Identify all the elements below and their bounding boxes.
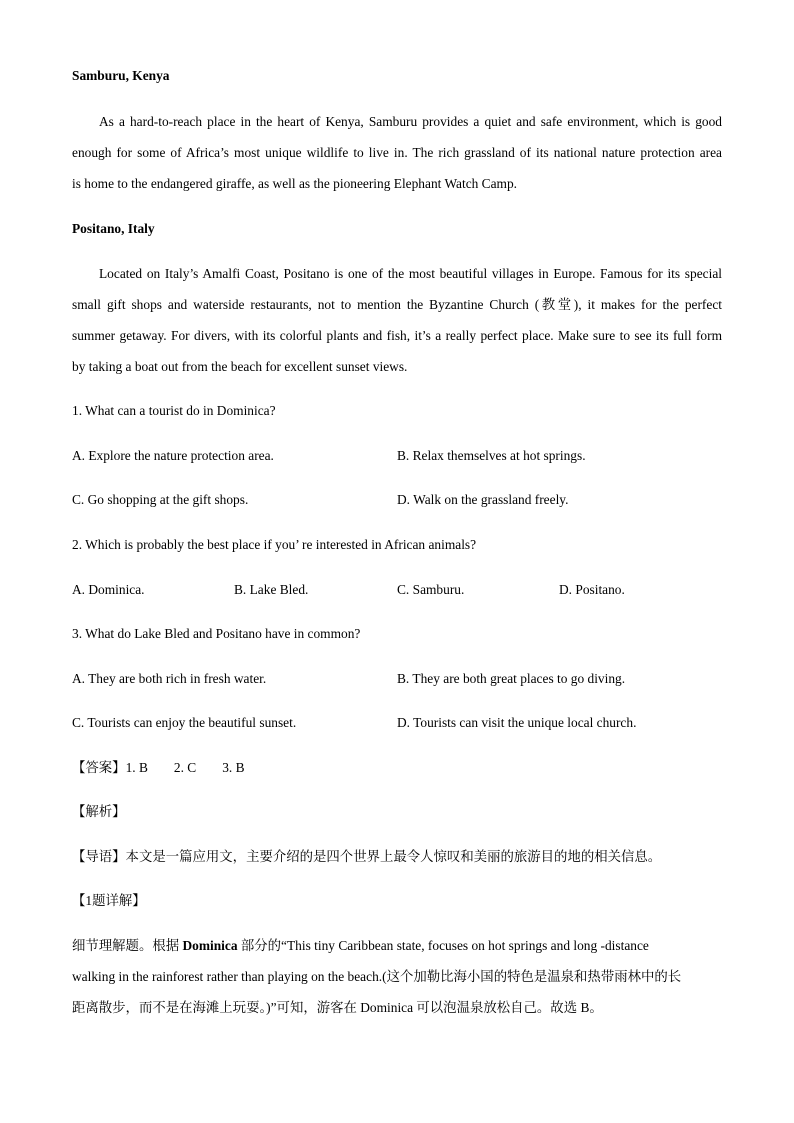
- question-3-stem: 3. What do Lake Bled and Positano have in common?: [72, 626, 361, 641]
- question-2-stem: 2. Which is probably the best place if you’ re interested in African animals?: [72, 537, 477, 552]
- question-1-option-b: B. Relax themselves at hot springs.: [397, 448, 586, 463]
- positano-paragraph-line-2: small gift shops and waterside restaurants, not to mention the Byzantine Church (教堂), it makes for the perfect: [72, 297, 722, 312]
- positano-paragraph-line-3: summer getaway. For divers, with its colorful plants and fish, it’s a really perfect place. Make sure to see its full form: [72, 328, 722, 343]
- question-2-option-c: C. Samburu.: [397, 582, 465, 597]
- detail-line-1-prefix: 细节理解题。根据: [72, 938, 183, 953]
- answer-line: [72, 760, 245, 776]
- answer-item-1: 1. B: [125, 760, 148, 775]
- question-3-option-a: A. They are both rich in fresh water.: [72, 671, 267, 686]
- question-3-option-c: C. Tourists can enjoy the beautiful sunset.: [72, 715, 297, 730]
- analysis-label: 【解析】: [72, 804, 126, 819]
- question-3-option-d: D. Tourists can visit the unique local church.: [397, 715, 637, 730]
- answer-item-3: 3. B: [222, 760, 245, 775]
- samburu-paragraph-line-3: is home to the endangered giraffe, as well as the pioneering Elephant Watch Camp.: [72, 176, 518, 191]
- question-1-detail-line-2: walking in the rainforest rather than playing on the beach.(这个加勒比海小国的特色是温泉和热带雨林中的长: [72, 969, 682, 984]
- positano-paragraph-line-4: by taking a boat out from the beach for excellent sunset views.: [72, 359, 408, 374]
- samburu-paragraph-line-1: As a hard-to-reach place in the heart of Kenya, Samburu provides a quiet and safe environment, which is good: [99, 114, 722, 129]
- question-1-option-c: C. Go shopping at the gift shops.: [72, 492, 249, 507]
- answer-item-2: 2. C: [173, 760, 197, 775]
- question-1-detail-line-3: 距离散步，而不是在海滩上玩耍。)”可知，游客在 Dominica 可以泡温泉放松自己。故选 B。: [72, 1000, 603, 1015]
- question-1-stem: 1. What can a tourist do in Dominica?: [72, 403, 276, 418]
- question-1-option-d: D. Walk on the grassland freely.: [397, 492, 569, 507]
- question-1-detail-label: 【1题详解】: [72, 893, 146, 908]
- question-2-option-d: D. Positano.: [559, 582, 625, 597]
- positano-paragraph-line-1: Located on Italy’s Amalfi Coast, Positano is one of the most beautiful villages in Europe. Famous for its special: [99, 266, 722, 281]
- analysis-intro: 【导语】本文是一篇应用文，主要介绍的是四个世界上最令人惊叹和美丽的旅游目的地的相关信息。: [72, 849, 662, 864]
- question-1-detail-line-1: [72, 938, 649, 954]
- samburu-paragraph-line-2: enough for some of Africa’s most unique wildlife to live in. The rich grassland of its national nature protection area: [72, 145, 722, 160]
- detail-line-1-suffix: 部分的“This tiny Caribbean state, focuses on hot springs and long -distance: [237, 938, 649, 953]
- detail-line-1-keyword: Dominica: [182, 938, 238, 953]
- question-1-option-a: A. Explore the nature protection area.: [72, 448, 274, 463]
- section-heading-samburu: Samburu, Kenya: [72, 68, 170, 83]
- answer-label: 【答案】: [72, 760, 126, 775]
- question-2-option-a: A. Dominica.: [72, 582, 145, 597]
- question-3-option-b: B. They are both great places to go diving.: [397, 671, 626, 686]
- question-2-option-b: B. Lake Bled.: [234, 582, 309, 597]
- section-heading-positano: Positano, Italy: [72, 221, 155, 236]
